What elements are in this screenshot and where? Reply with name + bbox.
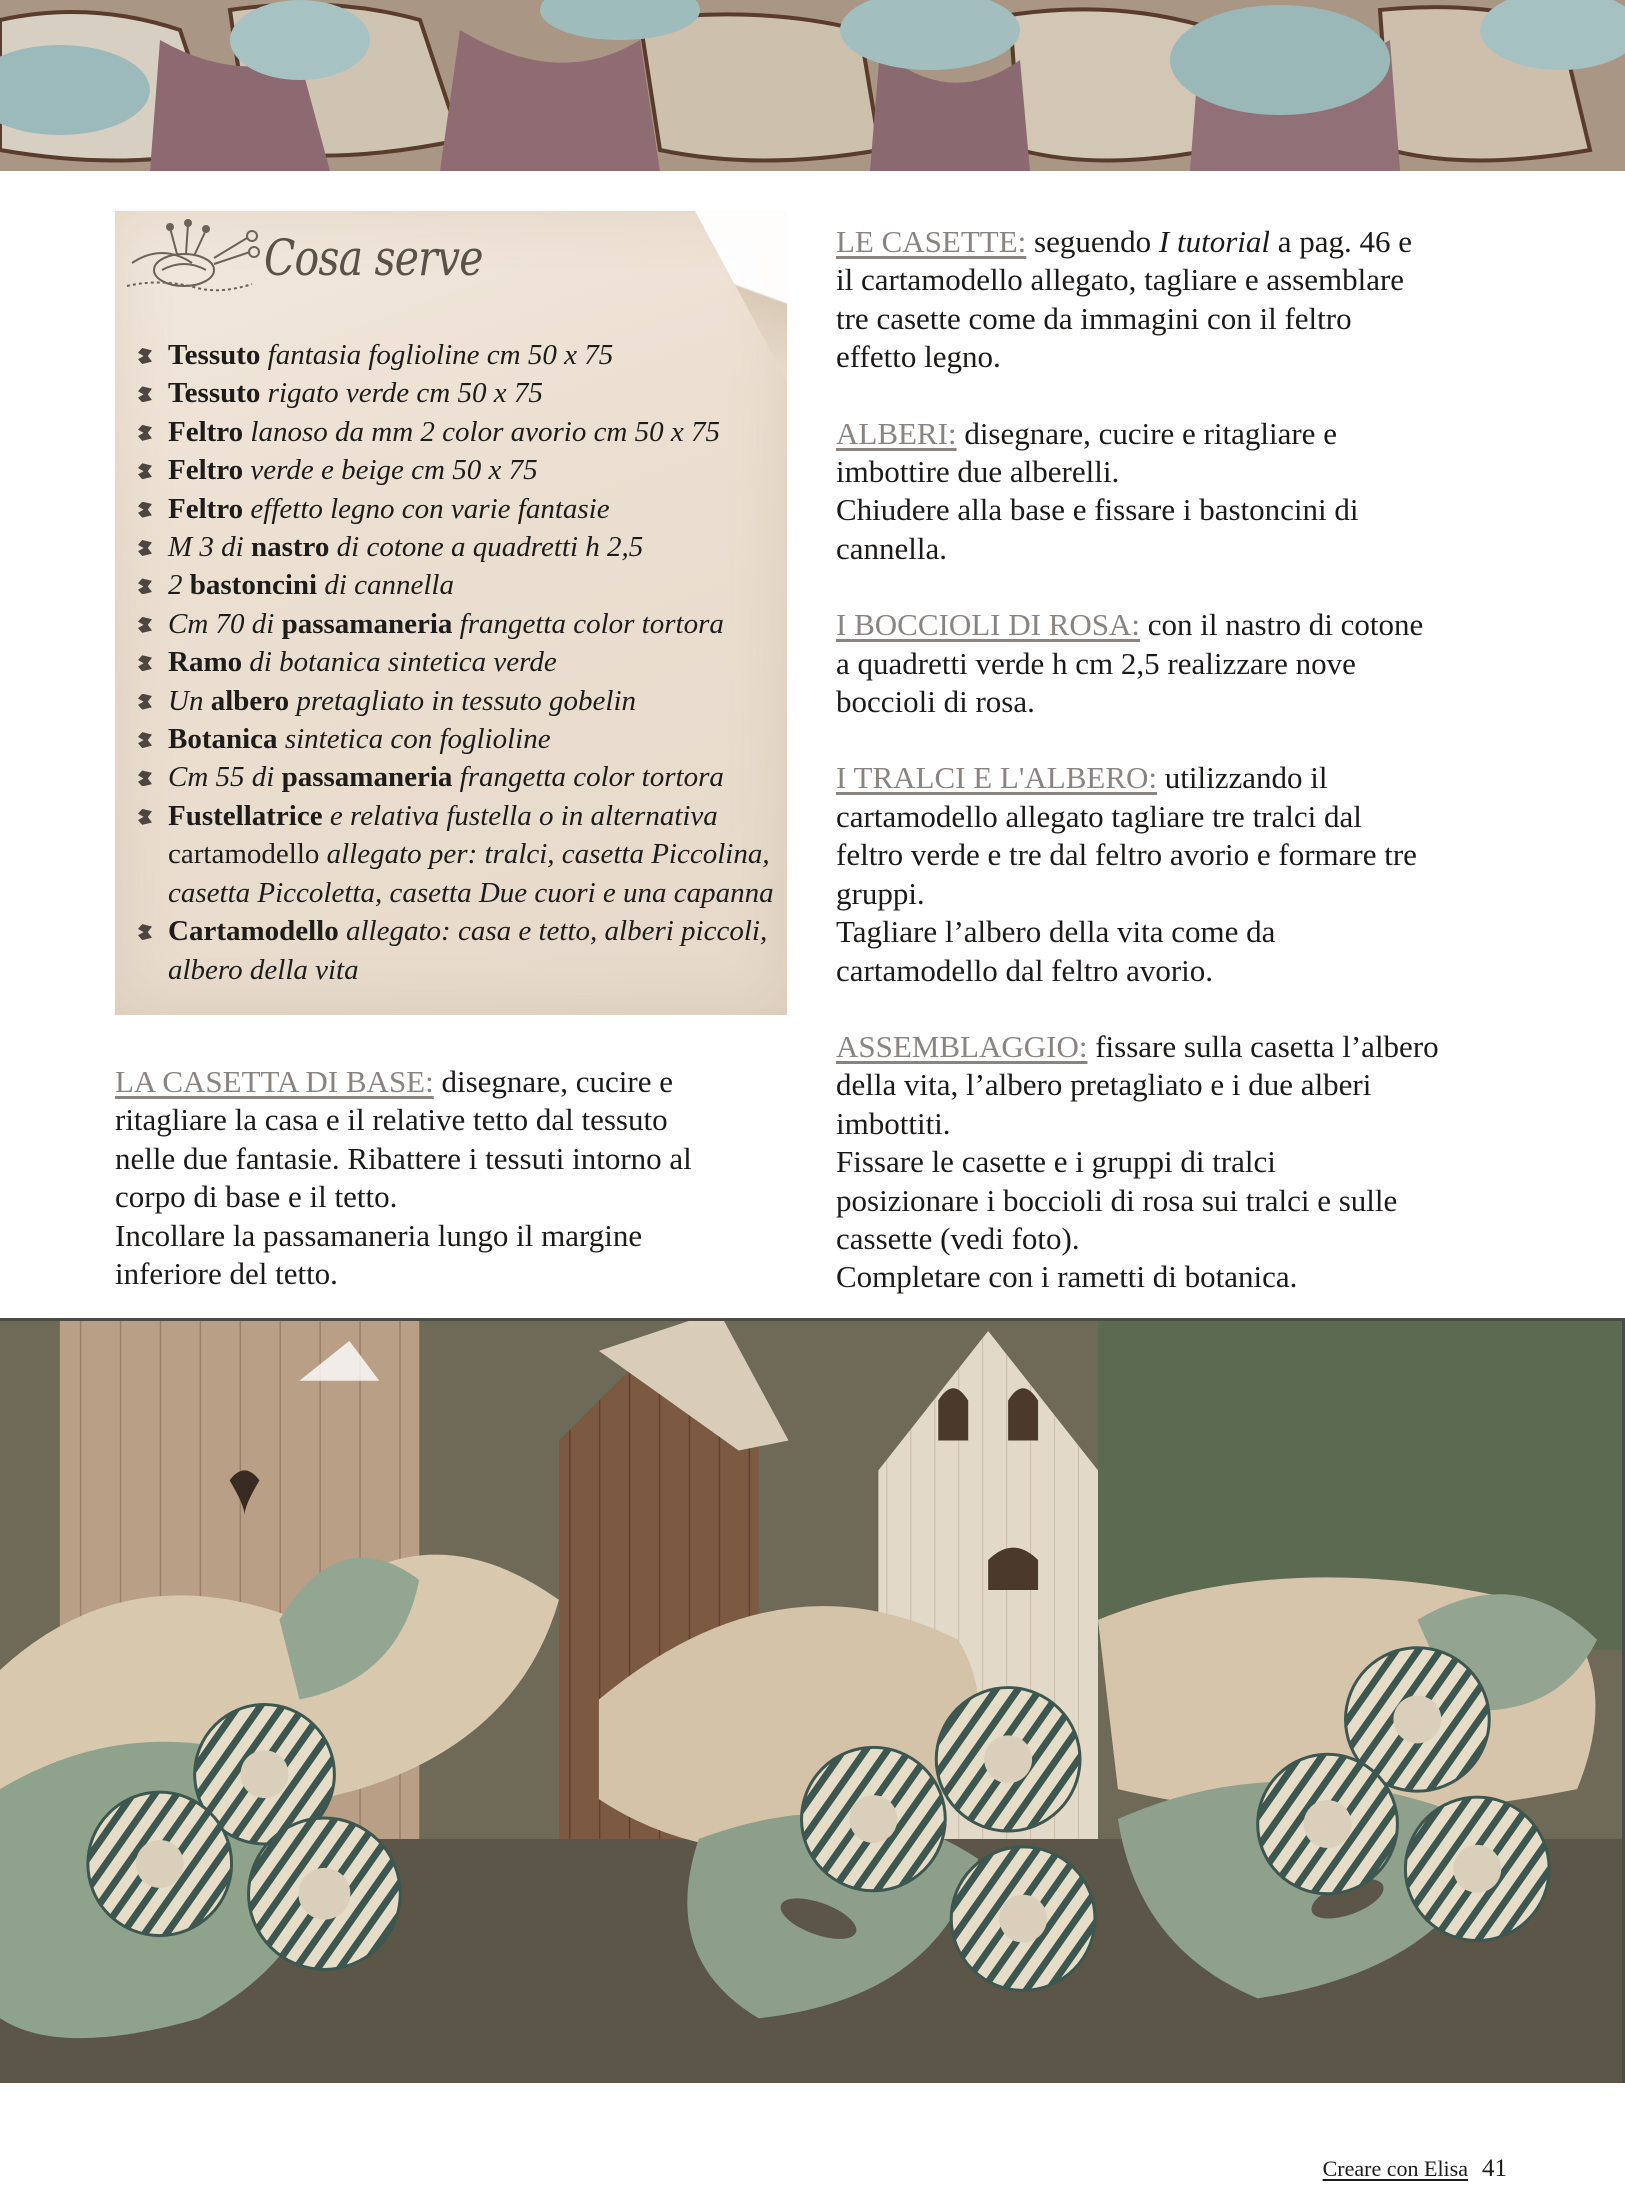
materials-item: Ramo di botanica sintetica verde <box>136 643 776 681</box>
section-heading: I BOCCIOLI DI ROSA: <box>836 607 1140 643</box>
left-text-column <box>115 1063 805 1293</box>
materials-title: Cosa serve <box>264 229 483 287</box>
page-footer <box>1323 2155 1507 2183</box>
materials-heading <box>122 213 582 303</box>
materials-item: Tessuto fantasia foglioline cm 50 x 75 <box>136 336 776 374</box>
section-heading: I TRALCI E L'ALBERO: <box>836 760 1158 796</box>
magazine-name: Creare con Elisa <box>1322 2156 1468 2181</box>
section-casette: LE CASETTE: seguendo I tutorial a pag. 46 e il cartamodello allegato, tagliare e assemblare tre casette come da immagini con il feltro effetto legno. <box>836 224 1413 375</box>
materials-item: Cm 70 di passamaneria frangetta color tortora <box>136 605 776 643</box>
top-fabric-photo <box>0 0 1625 171</box>
section-alberi: ALBERI: disegnare, cucire e ritagliare e imbottire due alberelli. Chiudere alla base e fissare i bastoncini di cannella. <box>836 415 1359 566</box>
section-tralci: I TRALCI E L'ALBERO: utilizzando il cartamodello allegato tagliare tre tralci dal feltro verde e tre dal feltro avorio e formare tre gruppi. Tagliare l’albero della vita come da cartamodello dal feltro avorio. <box>836 760 1417 988</box>
materials-item: Feltro lanoso da mm 2 color avorio cm 50 x 75 <box>136 413 776 451</box>
section-casetta-base: LA CASETTA DI BASE: disegnare, cucire e ritagliare la casa e il relative tetto dal tessuto nelle due fantasie. Ribattere i tessuti intorno al corpo di base e il tetto. Incollare la passamaneria lungo il margine inferiore del tetto. <box>115 1064 692 1292</box>
section-heading: LA CASETTA DI BASE: <box>115 1064 434 1099</box>
materials-item: Botanica sintetica con foglioline <box>136 720 776 758</box>
materials-item: Feltro verde e beige cm 50 x 75 <box>136 451 776 489</box>
materials-list <box>136 336 776 989</box>
materials-item: Feltro effetto legno con varie fantasie <box>136 490 776 528</box>
materials-item: Un albero pretagliato in tessuto gobelin <box>136 682 776 720</box>
materials-item: Cm 55 di passamaneria frangetta color tortora <box>136 758 776 796</box>
section-heading: ASSEMBLAGGIO: <box>836 1028 1088 1064</box>
materials-item: Fustellatrice e relativa fustella o in alternativa cartamodello allegato per: tralci, casetta Piccolina, casetta Piccoletta, casetta Due cuori e una capanna <box>136 797 776 912</box>
page-number: 41 <box>1482 2155 1507 2182</box>
right-text-column <box>836 223 1516 1297</box>
section-heading: LE CASETTE: <box>836 224 1027 259</box>
materials-item: Tessuto rigato verde cm 50 x 75 <box>136 374 776 412</box>
materials-item: M 3 di nastro di cotone a quadretti h 2,5 <box>136 528 776 566</box>
materials-item: 2 bastoncini di cannella <box>136 566 776 604</box>
section-heading: ALBERI: <box>836 415 957 451</box>
project-photo <box>0 1318 1625 2083</box>
section-assemblaggio: ASSEMBLAGGIO: fissare sulla casetta l’albero della vita, l’albero pretagliato e i due alberi imbottiti. Fissare le casette e i gruppi di tralci posizionare i boccioli di rosa sui tralci e sulle cassette (vedi foto). Completare con i rametti di botanica. <box>836 1028 1439 1295</box>
materials-item: Cartamodello allegato: casa e tetto, alberi piccoli, albero della vita <box>136 912 776 989</box>
pincushion-scissors-icon <box>122 218 262 298</box>
section-boccioli: I BOCCIOLI DI ROSA: con il nastro di cotone a quadretti verde h cm 2,5 realizzare nove boccioli di rosa. <box>836 607 1424 720</box>
